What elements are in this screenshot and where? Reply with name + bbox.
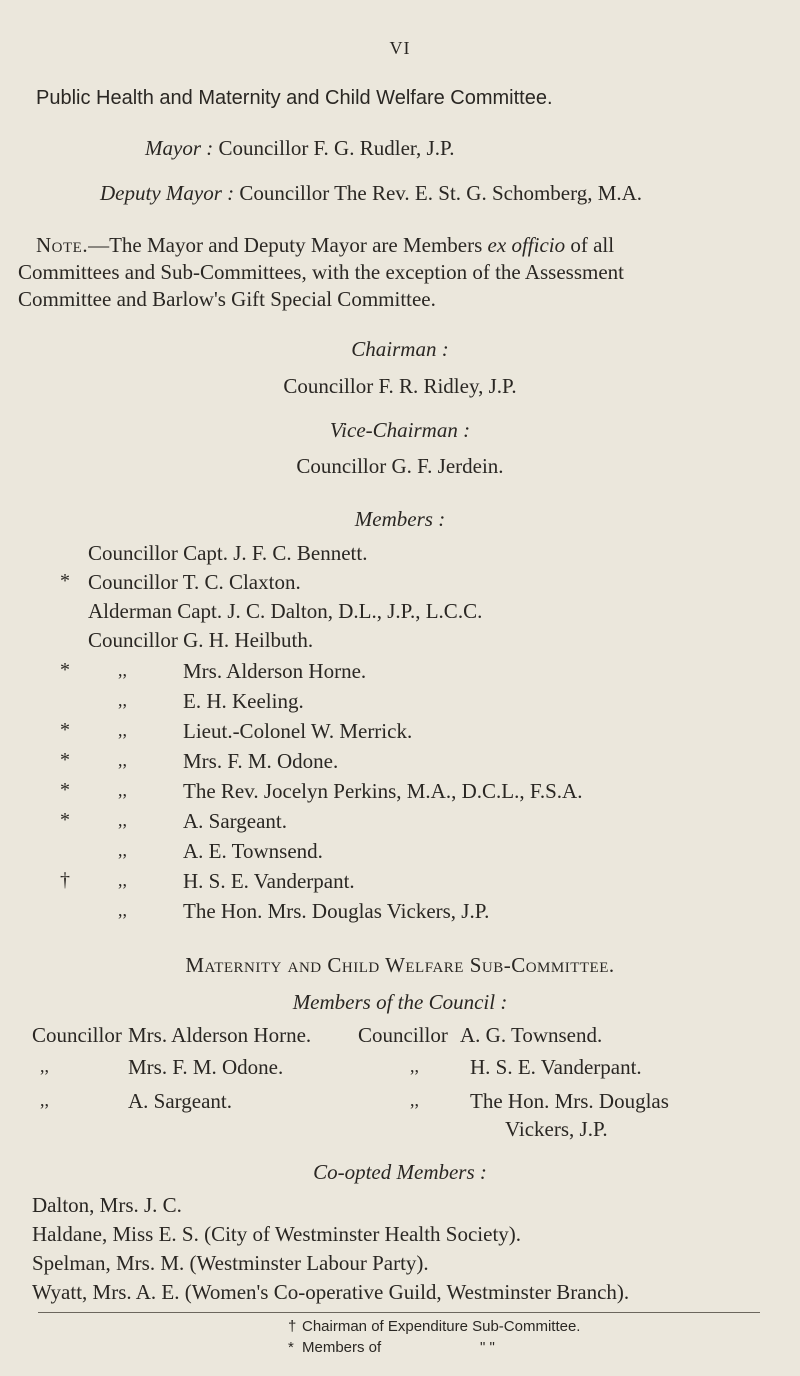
sub-left-name: Mrs. Alderson Horne. [128, 1023, 312, 1047]
member-name: Mrs. F. M. Odone. [183, 749, 339, 773]
mayor-name: Councillor F. G. Rudler, J.P. [218, 136, 455, 160]
vice-chairman-name: Councillor G. F. Jerdein. [296, 454, 504, 478]
coopted-member: Haldane, Miss E. S. (City of Westminster Health Society). [32, 1222, 522, 1246]
sub-left-prefix: ,, [40, 1090, 49, 1110]
footnote-mark: * [288, 1339, 294, 1356]
note-label: Note. [36, 233, 89, 257]
member-name: H. S. E. Vanderpant. [183, 869, 355, 893]
members-label: Members : [354, 507, 446, 531]
sub-right-name: A. G. Townsend. [460, 1023, 603, 1047]
sub-left-prefix: Councillor [32, 1023, 122, 1047]
member-name: Mrs. Alderson Horne. [183, 659, 367, 683]
member-ditto: ,, [118, 780, 127, 800]
subcommittee-heading: Maternity and Child Welfare Sub-Committee. [185, 953, 615, 977]
sub-right-name: H. S. E. Vanderpant. [470, 1055, 642, 1079]
page-heading: Public Health and Maternity and Child Welfare Committee. [36, 87, 553, 109]
member-mark: * [60, 809, 70, 831]
deputy-mayor-label: Deputy Mayor : [100, 181, 235, 205]
member-mark: * [60, 659, 70, 681]
member-name: The Hon. Mrs. Douglas Vickers, J.P. [183, 899, 490, 923]
sub-left-prefix: ,, [40, 1056, 49, 1076]
member-ditto: ,, [118, 720, 127, 740]
footnote-mark: † [288, 1318, 297, 1335]
member-name: Councillor G. H. Heilbuth. [88, 628, 314, 652]
footnote-divider [38, 1312, 760, 1313]
note-text-1: —The Mayor and Deputy Mayor are Members [88, 233, 488, 257]
vice-chairman-label: Vice-Chairman : [329, 418, 471, 442]
member-ditto: ,, [118, 690, 127, 710]
sub-right-name: The Hon. Mrs. Douglas [470, 1089, 669, 1113]
mayor-line [145, 136, 455, 160]
member-name: A. Sargeant. [183, 809, 288, 833]
coopted-member: Spelman, Mrs. M. (Westminster Labour Party). [32, 1251, 429, 1275]
page-number: VI [389, 38, 411, 58]
note-line-3: Committee and Barlow's Gift Special Committee. [18, 287, 436, 311]
member-ditto: ,, [118, 870, 127, 890]
mayor-label: Mayor : [145, 136, 214, 160]
chairman-label: Chairman : [351, 337, 449, 361]
member-mark: † [60, 869, 70, 891]
member-ditto: ,, [118, 810, 127, 830]
coopted-label: Co-opted Members : [313, 1160, 487, 1184]
member-name: Alderman Capt. J. C. Dalton, D.L., J.P., L.C.C. [88, 599, 483, 623]
member-mark: * [60, 749, 70, 771]
sub-right-prefix: ,, [410, 1090, 419, 1110]
member-name: Councillor Capt. J. F. C. Bennett. [88, 541, 368, 565]
member-mark: * [60, 570, 70, 592]
footnote-ditto: " " [480, 1339, 495, 1356]
deputy-mayor-line [100, 181, 642, 205]
member-name: Lieut.-Colonel W. Merrick. [183, 719, 413, 743]
member-ditto: ,, [118, 840, 127, 860]
deputy-mayor-name: Councillor The Rev. E. St. G. Schomberg, M.A. [239, 181, 643, 205]
member-ditto: ,, [118, 900, 127, 920]
sub-left-name: Mrs. F. M. Odone. [128, 1055, 284, 1079]
sub-right-continuation: Vickers, J.P. [505, 1117, 608, 1141]
note-line-2: Committees and Sub-Committees, with the exception of the Assessment [18, 260, 625, 284]
footnote-text: Members of [302, 1339, 382, 1356]
chairman-name: Councillor F. R. Ridley, J.P. [283, 374, 517, 398]
member-mark: * [60, 779, 70, 801]
note-text-1-end: of all [565, 233, 615, 257]
sub-right-prefix: ,, [410, 1056, 419, 1076]
member-name: Councillor T. C. Claxton. [88, 570, 301, 594]
member-ditto: ,, [118, 660, 127, 680]
note-ex-officio: ex officio [487, 233, 566, 257]
member-name: E. H. Keeling. [183, 689, 304, 713]
member-name: The Rev. Jocelyn Perkins, M.A., D.C.L., F.S.A. [183, 779, 583, 803]
coopted-member: Dalton, Mrs. J. C. [32, 1193, 182, 1217]
member-name: A. E. Townsend. [183, 839, 323, 863]
footnote-text: Chairman of Expenditure Sub-Committee. [302, 1318, 581, 1335]
member-ditto: ,, [118, 750, 127, 770]
sub-left-name: A. Sargeant. [128, 1089, 233, 1113]
note-line-1 [36, 233, 614, 257]
council-members-label: Members of the Council : [292, 990, 508, 1014]
member-mark: * [60, 719, 70, 741]
coopted-member: Wyatt, Mrs. A. E. (Women's Co-operative Guild, Westminster Branch). [32, 1280, 630, 1304]
sub-right-prefix: Councillor [358, 1023, 448, 1047]
